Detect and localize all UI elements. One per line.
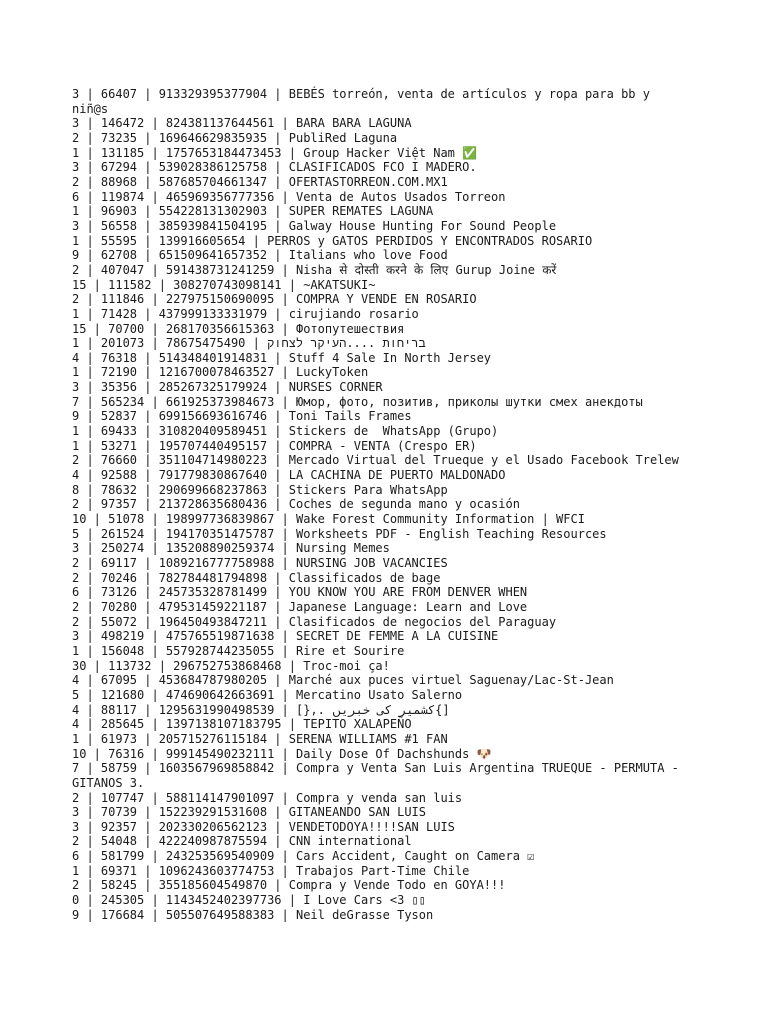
list-item: 3 | 498219 | 475765519871638 | SECRET DE FEMME A LA CUISINE [72, 629, 499, 644]
list-item: 9 | 176684 | 505507649588383 | Neil deGrasse Tyson [72, 907, 434, 922]
list-item: 1 | 96903 | 554228131302903 | SUPER REMATES LAGUNA [72, 204, 434, 219]
list-item: 2 | 70280 | 479531459221187 | Japanese Language: Learn and Love [72, 599, 528, 614]
list-item: 1 | 156048 | 557928744235055 | Rire et Sourire [72, 643, 405, 658]
list-item: 2 | 54048 | 422240987875594 | CNN international [72, 834, 412, 849]
list-item: 3 | 92357 | 202330206562123 | VENDETODOYA!!!!SAN LUIS [72, 819, 455, 834]
list-item: 15 | 70700 | 268170356615363 | Фотопутешествия [72, 321, 405, 336]
list-item: 10 | 76316 | 999145490232111 | Daily Dose Of Dachshunds 🐶 [72, 746, 492, 761]
list-item: 1 | 69371 | 1096243603774753 | Trabajos Part-Time Chile [72, 863, 470, 878]
list-item: 6 | 581799 | 243253569540909 | Cars Accident, Caught on Camera ☑ [72, 849, 535, 864]
list-item: 2 | 73235 | 169646629835935 | PubliRed Laguna [72, 130, 398, 145]
list-item: 2 | 58245 | 355185604549870 | Compra y Vende Todo en GOYA!!! [72, 878, 506, 893]
list-item: 3 | 250274 | 135208890259374 | Nursing Memes [72, 541, 390, 556]
list-item: 4 | 285645 | 1397138107183795 | TEPITO XALAPEÑO [72, 717, 412, 732]
list-item: 2 | 55072 | 196450493847211 | Clasificados de negocios del Paraguay [72, 614, 557, 629]
list-item: 1 | 69433 | 310820409589451 | Stickers de WhatsApp (Grupo) [72, 424, 499, 439]
list-item: 6 | 119874 | 465969356777356 | Venta de Autos Usados Torreon [72, 189, 506, 204]
list-item: 2 | 76660 | 351104714980223 | Mercado Virtual del Trueque y el Usado Facebook Trelew [72, 453, 679, 468]
list-item: 5 | 261524 | 194170351475787 | Worksheets PDF - English Teaching Resources [72, 526, 607, 541]
list-item: 9 | 62708 | 651509641657352 | Italians who love Food [72, 248, 448, 263]
list-item: 3 | 56558 | 385939841504195 | Galway House Hunting For Sound People [72, 218, 557, 233]
list-item: 2 | 70246 | 782784481794898 | Classificados de bage [72, 570, 441, 585]
list-item: 2 | 107747 | 588114147901097 | Compra y venda san luis [72, 790, 463, 805]
list-item: 30 | 113732 | 296752753868468 | Troc-moi ça! [72, 658, 390, 673]
list-item: 1 | 55595 | 139916605654 | PERROS y GATOS PERDIDOS Y ENCONTRADOS ROSARIO [72, 233, 593, 248]
list-item: 4 | 76318 | 514348401914831 | Stuff 4 Sale In North Jersey [72, 350, 492, 365]
list-item: 8 | 78632 | 290699668237863 | Stickers Para WhatsApp [72, 482, 448, 497]
list-item: 1 | 201073 | 78675475490 | בריחות ....העיקר לצחוק [72, 336, 426, 351]
list-item: 3 | 67294 | 539028386125758 | CLASIFICADOS FCO I MADERO. [72, 160, 477, 175]
list-item: 1 | 71428 | 437999133331979 | cirujiando rosario [72, 306, 419, 321]
list-item: 2 | 407047 | 591438731241259 | Nisha से दोस्ती करने के लिए Gurup Joine करें [72, 262, 557, 277]
list-item: 4 | 67095 | 453684787980205 | Marché aux puces virtuel Saguenay/Lac-St-Jean [72, 673, 614, 688]
list-item: 10 | 51078 | 198997736839867 | Wake Forest Community Information | WFCI [72, 512, 585, 527]
list-item: 2 | 69117 | 1089216777758988 | NURSING JOB VACANCIES [72, 556, 448, 570]
list-item: 3 | 66407 | 913329395377904 | BEBÉS torreón, venta de artículos y ropa para bb y niñ@s [72, 87, 658, 116]
list-item: 5 | 121680 | 474690642663691 | Mercatino Usato Salerno [72, 687, 463, 702]
text-document [72, 87, 687, 922]
list-item: 1 | 61973 | 205715276115184 | SERENA WILLIAMS #1 FAN [72, 731, 448, 746]
list-item: 7 | 58759 | 1603567969858842 | Compra y Venta San Luis Argentina TRUEQUE - PERMUTA - GITANOS 3. [72, 761, 687, 790]
list-item: 2 | 111846 | 227975150690095 | COMPRA Y VENDE EN ROSARIO [72, 292, 477, 307]
list-item: 15 | 111582 | 308270743098141 | ~AKATSUKI~ [72, 277, 376, 292]
list-item: 7 | 565234 | 661925373984673 | Юмор, фото, позитив, приколы шутки смех анекдоты [72, 394, 643, 409]
list-item: 0 | 245305 | 1143452402397736 | I Love Cars <3 ▯▯ [72, 893, 427, 908]
list-item: 3 | 146472 | 824381137644561 | BARA BARA LAGUNA [72, 116, 412, 131]
list-item: 4 | 88117 | 1295631990498539 | [},. کشمیر کی خبریں{] [72, 702, 450, 717]
list-item: 2 | 88968 | 587685704661347 | OFERTASTORREON.COM.MX1 [72, 174, 448, 189]
list-item: 1 | 72190 | 1216700078463527 | LuckyToken [72, 365, 369, 380]
list-item: 1 | 131185 | 1757653184473453 | Group Hacker Việt Nam ✅ [72, 145, 478, 160]
list-item: 3 | 35356 | 285267325179924 | NURSES CORNER [72, 380, 383, 395]
list-item: 2 | 97357 | 213728635680436 | Coches de segunda mano y ocasión [72, 497, 520, 512]
list-item: 9 | 52837 | 699156693616746 | Toni Tails Frames [72, 409, 412, 424]
list-item: 4 | 92588 | 791779830867640 | LA CACHINA DE PUERTO MALDONADO [72, 468, 506, 483]
list-item: 6 | 73126 | 245735328781499 | YOU KNOW YOU ARE FROM DENVER WHEN [72, 585, 528, 600]
list-item: 1 | 53271 | 195707440495157 | COMPRA - VENTA (Crespo ER) [72, 438, 477, 453]
list-item: 3 | 70739 | 152239291531608 | GITANEANDO SAN LUIS [72, 805, 427, 820]
